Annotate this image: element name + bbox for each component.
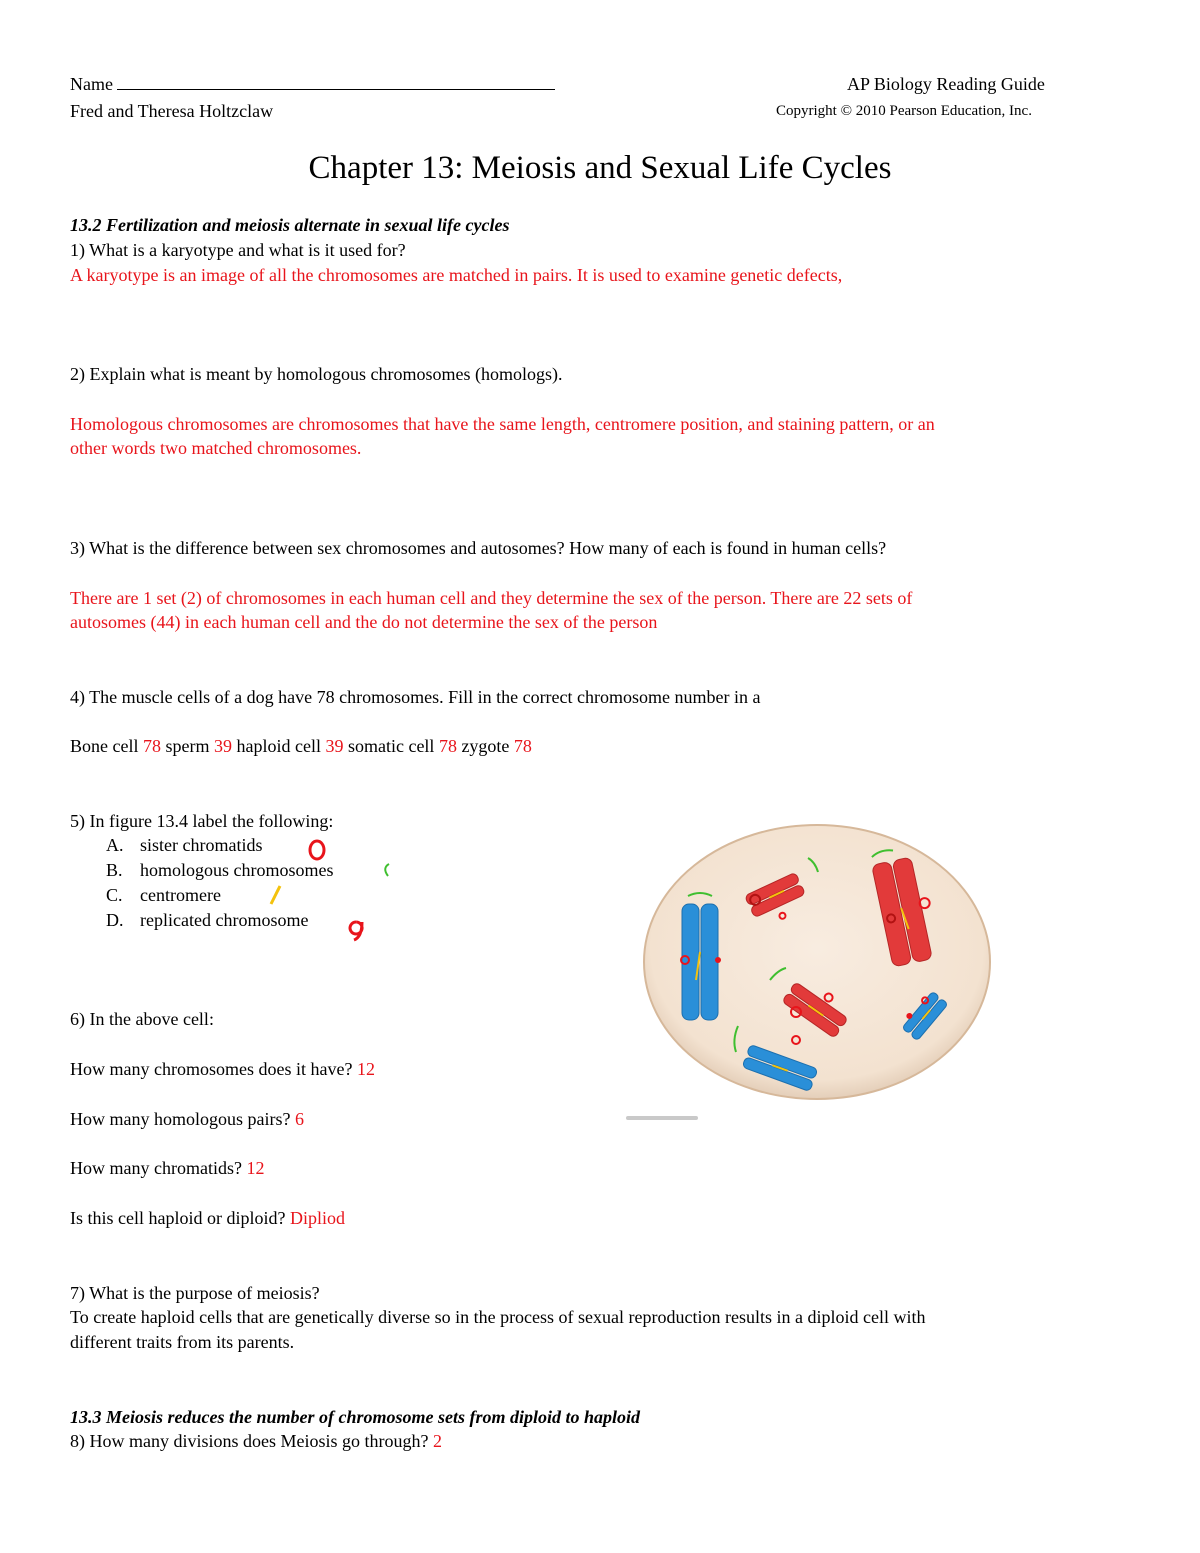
list-text: sister chromatids: [140, 835, 263, 855]
chromatids-answer: 12: [246, 1158, 265, 1178]
list-text: homologous chromosomes: [140, 860, 334, 880]
sperm-label: sperm: [165, 736, 210, 756]
name-label: Name: [70, 74, 113, 94]
sperm-value: 39: [213, 736, 232, 756]
question-8-text: 8) How many divisions does Meiosis go through?: [70, 1431, 429, 1451]
ploidy-answer: Dipliod: [289, 1208, 345, 1228]
list-text: centromere: [140, 885, 221, 905]
question-5: 5) In figure 13.4 label the following:: [70, 811, 334, 831]
pairs-answer: 6: [294, 1109, 304, 1129]
zygote-label: zygote: [461, 736, 510, 756]
name-blank-line: [117, 73, 555, 90]
chapter-title: Chapter 13: Meiosis and Sexual Life Cycles: [308, 150, 892, 186]
question-4: 4) The muscle cells of a dog have 78 chromosomes. Fill in the correct chromosome number in a: [70, 687, 761, 707]
answer-4-row: [70, 734, 532, 758]
question-8-answer: 2: [432, 1431, 442, 1451]
question-2: 2) Explain what is meant by homologous chromosomes (homologs).: [70, 364, 563, 384]
cell-figure: [620, 820, 1020, 1130]
list-letter: D.: [106, 910, 124, 930]
name-field-label: [70, 72, 555, 96]
green-tick-mark: [385, 864, 389, 876]
question-6c: [70, 1156, 264, 1180]
red-o-mark: [310, 841, 324, 859]
haploid-cell-value: 39: [325, 736, 344, 756]
list-letter: C.: [106, 885, 123, 905]
answer-1: A karyotype is an image of all the chromosomes are matched in pairs. It is used to examine genetic defects,: [70, 265, 843, 285]
blue-chromosome-large: [681, 893, 721, 1020]
question-3: 3) What is the difference between sex chromosomes and autosomes? How many of each is found in human cells?: [70, 538, 887, 558]
answer-7-line-1: To create haploid cells that are genetically diverse so in the process of sexual reproduction results in a diploid cell with: [70, 1307, 926, 1327]
chromosomes-answer: 12: [356, 1059, 375, 1079]
section-heading-13-2: 13.2 Fertilization and meiosis alternate in sexual life cycles: [70, 215, 510, 235]
copyright: Copyright © 2010 Pearson Education, Inc.: [776, 103, 1032, 119]
bone-cell-label: Bone cell: [70, 736, 139, 756]
list-text: replicated chromosome: [140, 910, 309, 930]
somatic-cell-label: somatic cell: [347, 736, 435, 756]
list-item: [106, 833, 262, 857]
haploid-cell-label: haploid cell: [236, 736, 321, 756]
list-letter: B.: [106, 860, 123, 880]
authors: Fred and Theresa Holtzclaw: [70, 101, 274, 121]
question-6-intro: 6) In the above cell:: [70, 1009, 214, 1029]
question-1: 1) What is a karyotype and what is it used for?: [70, 240, 406, 260]
answer-2-line-2: other words two matched chromosomes.: [70, 438, 362, 458]
answer-7-line-2: different traits from its parents.: [70, 1332, 295, 1352]
handwritten-marks-extra: [262, 860, 392, 950]
pairs-question: How many homologous pairs?: [70, 1109, 291, 1129]
somatic-cell-value: 78: [438, 736, 457, 756]
ploidy-question: Is this cell haploid or diploid?: [70, 1208, 286, 1228]
figure-caption-smudge: [626, 1116, 698, 1120]
zygote-value: 78: [513, 736, 532, 756]
answer-2-line-1: Homologous chromosomes are chromosomes that have the same length, centromere position, and staining pattern, or an: [70, 414, 935, 434]
answer-3-line-1: There are 1 set (2) of chromosomes in each human cell and they determine the sex of the person. There are 22 sets of: [70, 588, 913, 608]
question-6a: [70, 1057, 375, 1081]
question-6d: [70, 1206, 345, 1230]
guide-title: AP Biology Reading Guide: [847, 74, 1045, 94]
question-8: [70, 1429, 442, 1453]
answer-3-line-2: autosomes (44) in each human cell and the do not determine the sex of the person: [70, 612, 658, 632]
list-letter: A.: [106, 835, 124, 855]
list-item: [106, 883, 221, 907]
bone-cell-value: 78: [142, 736, 161, 756]
chromosomes-question: How many chromosomes does it have?: [70, 1059, 353, 1079]
question-7: 7) What is the purpose of meiosis?: [70, 1283, 320, 1303]
section-heading-13-3: 13.3 Meiosis reduces the number of chromosome sets from diploid to haploid: [70, 1407, 641, 1427]
chromatids-question: How many chromatids?: [70, 1158, 242, 1178]
yellow-slash-mark: [271, 886, 280, 904]
question-6b: [70, 1107, 304, 1131]
